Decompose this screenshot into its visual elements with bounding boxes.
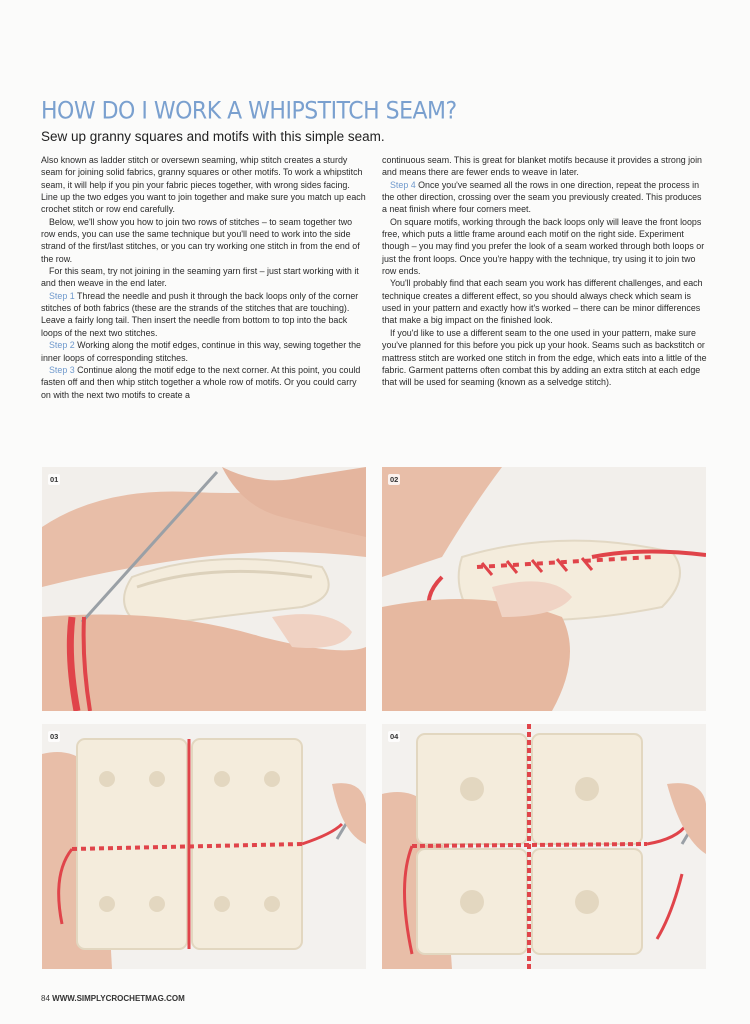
step-photo-02 <box>382 467 706 711</box>
photo-03-illustration <box>42 724 366 969</box>
photo-02-illustration <box>382 467 706 711</box>
step-photo-04 <box>382 724 706 969</box>
step-3-label: Step 3 <box>49 364 75 375</box>
step-1-paragraph <box>41 290 366 339</box>
step-2-paragraph <box>41 339 366 364</box>
yarn-tip-paragraph: For this seam, try not joining in the seaming yarn first – just start working with it and then weave in the end later. <box>41 266 359 289</box>
step-2-text: Working along the motif edges, continue in this way, sewing together the inner loops of corresponding stitches. <box>41 340 361 363</box>
step-photo-03 <box>42 724 366 969</box>
photo-03-badge: 03 <box>50 732 59 741</box>
step-3-text: Continue along the motif edge to the next corner. At this point, you could fasten off and then whip stitch together a whole row of motifs. Or you could carry on with the next two motifs to create a <box>41 364 361 400</box>
step-1-label: Step 1 <box>49 290 75 301</box>
website-url: WWW.SIMPLYCROCHETMAG.COM <box>52 994 185 1003</box>
step-4-paragraph <box>382 179 707 216</box>
step-2-label: Step 2 <box>49 340 75 351</box>
step-4-text: Once you've seamed all the rows in one direction, repeat the process in the other direction, crossing over the seam you previously created. This produces a neat finish where four corners meet. <box>382 179 702 215</box>
photo-01-badge: 01 <box>50 475 59 484</box>
continuation-paragraph: continuous seam. This is great for blanket motifs because it provides a strong join and means there are fewer ends to weave in later. <box>382 155 702 178</box>
step-1-text: Thread the needle and push it through the back loops only of the corner stitches of both fabrics (these are the strands of the stitches that are touching). Leave a fairly long tail. Then insert the needle from bottom to top into the back loops of the next two stitches. <box>41 290 359 338</box>
technique-paragraph: Below, we'll show you how to join two rows of stitches – to seam together two row ends, you can use the same technique but you'll need to work into the side strand of the first/last stitches, or you can try working one stitch in from the end of the row. <box>41 216 360 264</box>
photo-04-illustration <box>382 724 706 969</box>
intro-paragraph: Also known as ladder stitch or oversewn seaming, whip stitch creates a sturdy seam for joining solid fabrics, granny squares or other motifs. To work a whipstitch seam, it will help if you pin your fabric pieces together, with wrong sides facing. Line up the two edges you want to join together and make sure you match up each crochet stitch or row end carefully. <box>41 155 366 215</box>
step-photo-01 <box>42 467 366 711</box>
square-motifs-paragraph: On square motifs, working through the back loops only will leave the front loops free, which puts a little frame around each motif on the right side. Experiment though – you may find you prefer the look of a seam worked through both loops or just the front loops. Once you're happy with the technique, try using it to join two row ends. <box>382 216 705 277</box>
different-seam-paragraph: If you'd like to use a different seam to the one used in your pattern, make sure you've planned for this before you pick up your hook. Seams such as backstitch or mattress stitch are worked one stitch in from the edge, which eats into a little of the fabric. Garment patterns often combat this by adding an extra stitch at each edge that will be used for seaming (known as a selvedge stitch). <box>382 327 707 388</box>
page-title: HOW DO I WORK A WHIPSTITCH SEAM? <box>41 98 457 125</box>
page-footer <box>41 994 185 1003</box>
challenges-paragraph: You'll probably find that each seam you work has different challenges, and each technique creates a different effect, so you should always check which seam is used in your pattern and exactly how it's worked – there can be minor differences that make a big impact on the finished look. <box>382 278 703 326</box>
right-text-column <box>382 154 707 389</box>
page-subtitle: Sew up granny squares and motifs with this simple seam. <box>41 129 385 144</box>
left-text-column <box>41 154 366 401</box>
step-4-label: Step 4 <box>390 179 416 190</box>
page-number: 84 <box>41 994 50 1003</box>
step-3-paragraph <box>41 364 366 401</box>
photo-02-badge: 02 <box>390 475 399 484</box>
photo-04-badge: 04 <box>390 732 399 741</box>
photo-01-illustration <box>42 467 366 711</box>
